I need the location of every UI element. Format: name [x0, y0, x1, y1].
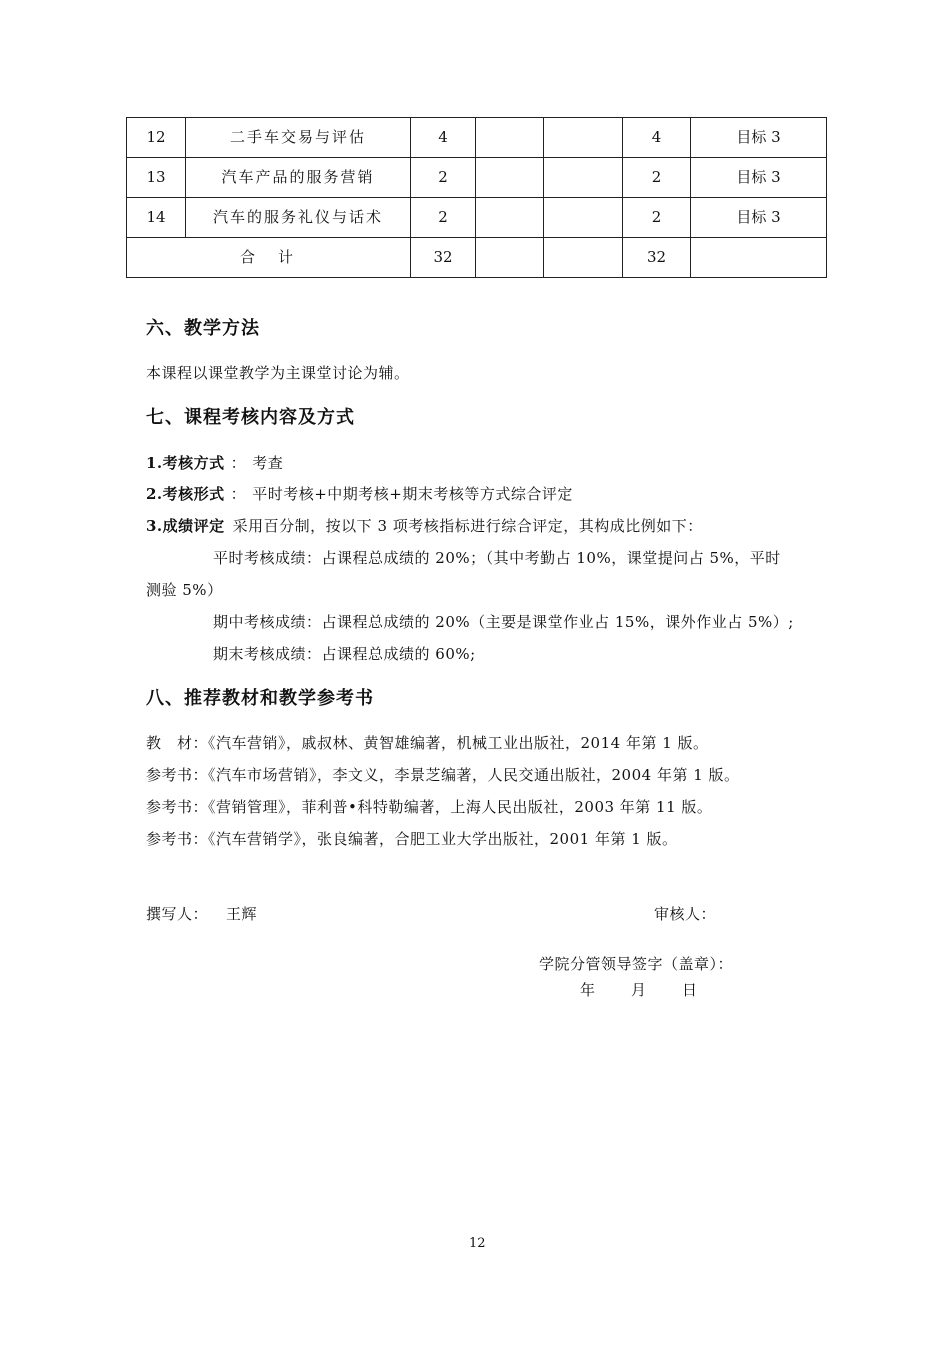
table-row	[127, 118, 827, 158]
book-item: 参考书：《营销管理》，菲利普•科特勒编著，上海人民出版社，2003 年第 11 版。	[146, 798, 713, 816]
grading-regular-line-cont: 测验 5%）	[146, 581, 223, 599]
book-item: 参考书：《汽车营销学》，张良编著，合肥工业大学出版社，2001 年第 1 版。	[146, 830, 678, 848]
grading-label: 3.成绩评定	[146, 517, 225, 535]
row-cell	[476, 118, 544, 158]
row-topic: 二手车交易与评估	[186, 118, 411, 158]
total-cell	[691, 238, 827, 278]
dean-signature-label: 学院分管领导签字（盖章）：	[539, 955, 734, 973]
grading-final-line: 期末考核成绩：占课程总成绩的 60%;	[213, 645, 476, 663]
row-cell	[544, 118, 623, 158]
row-goal: 目标 3	[691, 118, 827, 158]
row-hours: 4	[411, 118, 476, 158]
table-total-row	[127, 238, 827, 278]
row-hours-sub: 2	[623, 198, 691, 238]
grading-text: 采用百分制，按以下 3 项考核指标进行综合评定，其构成比例如下：	[232, 517, 703, 535]
row-hours-sub: 4	[623, 118, 691, 158]
page-number: 12	[469, 1236, 486, 1251]
row-goal: 目标 3	[691, 198, 827, 238]
assessment-form-line	[146, 485, 573, 503]
section-heading-teaching-method: 六、教学方法	[146, 318, 260, 339]
total-hours-sub: 32	[623, 238, 691, 278]
row-number: 14	[127, 198, 186, 238]
row-hours-sub: 2	[623, 158, 691, 198]
hours-table	[126, 117, 827, 278]
row-goal: 目标 3	[691, 158, 827, 198]
section-heading-assessment: 七、课程考核内容及方式	[146, 407, 355, 428]
row-topic: 汽车产品的服务营销	[186, 158, 411, 198]
table-body	[127, 118, 827, 278]
book-item: 参考书：《汽车市场营销》，李文义，李景芝编著，人民交通出版社，2004 年第 1 版。	[146, 766, 740, 784]
writer-name: 王辉	[226, 905, 258, 923]
row-cell	[544, 198, 623, 238]
grading-midterm-line: 期中考核成绩：占课程总成绩的 20%（主要是课堂作业占 15%，课外作业占 5%）;	[213, 613, 794, 631]
total-cell	[476, 238, 544, 278]
row-cell	[476, 198, 544, 238]
table-row	[127, 198, 827, 238]
row-number: 13	[127, 158, 186, 198]
reviewer-label: 审核人：	[654, 905, 717, 923]
date-line: 年 月 日	[580, 981, 700, 999]
assessment-method-line	[146, 454, 283, 472]
assessment-form-value: 平时考核+中期考核+期末考核等方式综合评定	[252, 485, 573, 503]
row-topic: 汽车的服务礼仪与话术	[186, 198, 411, 238]
row-number: 12	[127, 118, 186, 158]
total-label: 合 计	[127, 238, 411, 278]
writer-label: 撰写人：	[146, 905, 209, 923]
teaching-method-text: 本课程以课堂教学为主课堂讨论为辅。	[146, 364, 410, 382]
grading-regular-line: 平时考核成绩：占课程总成绩的 20%；（其中考勤占 10%，课堂提问占 5%，平时	[213, 549, 781, 567]
assessment-form-sep: ：	[230, 485, 247, 503]
row-cell	[476, 158, 544, 198]
assessment-method-label: 1.考核方式	[146, 454, 225, 472]
assessment-form-label: 2.考核形式	[146, 485, 225, 503]
book-item: 教 材：《汽车营销》，戚叔林、黄智雄编著，机械工业出版社，2014 年第 1 版。	[146, 734, 709, 752]
section-heading-textbooks: 八、推荐教材和教学参考书	[146, 688, 374, 709]
grading-line	[146, 517, 703, 535]
row-hours: 2	[411, 158, 476, 198]
total-hours: 32	[411, 238, 476, 278]
row-cell	[544, 158, 623, 198]
writer-line	[146, 905, 257, 923]
assessment-method-sep: ：	[230, 454, 247, 472]
total-cell	[544, 238, 623, 278]
row-hours: 2	[411, 198, 476, 238]
table-row	[127, 158, 827, 198]
assessment-method-value: 考查	[252, 454, 284, 472]
